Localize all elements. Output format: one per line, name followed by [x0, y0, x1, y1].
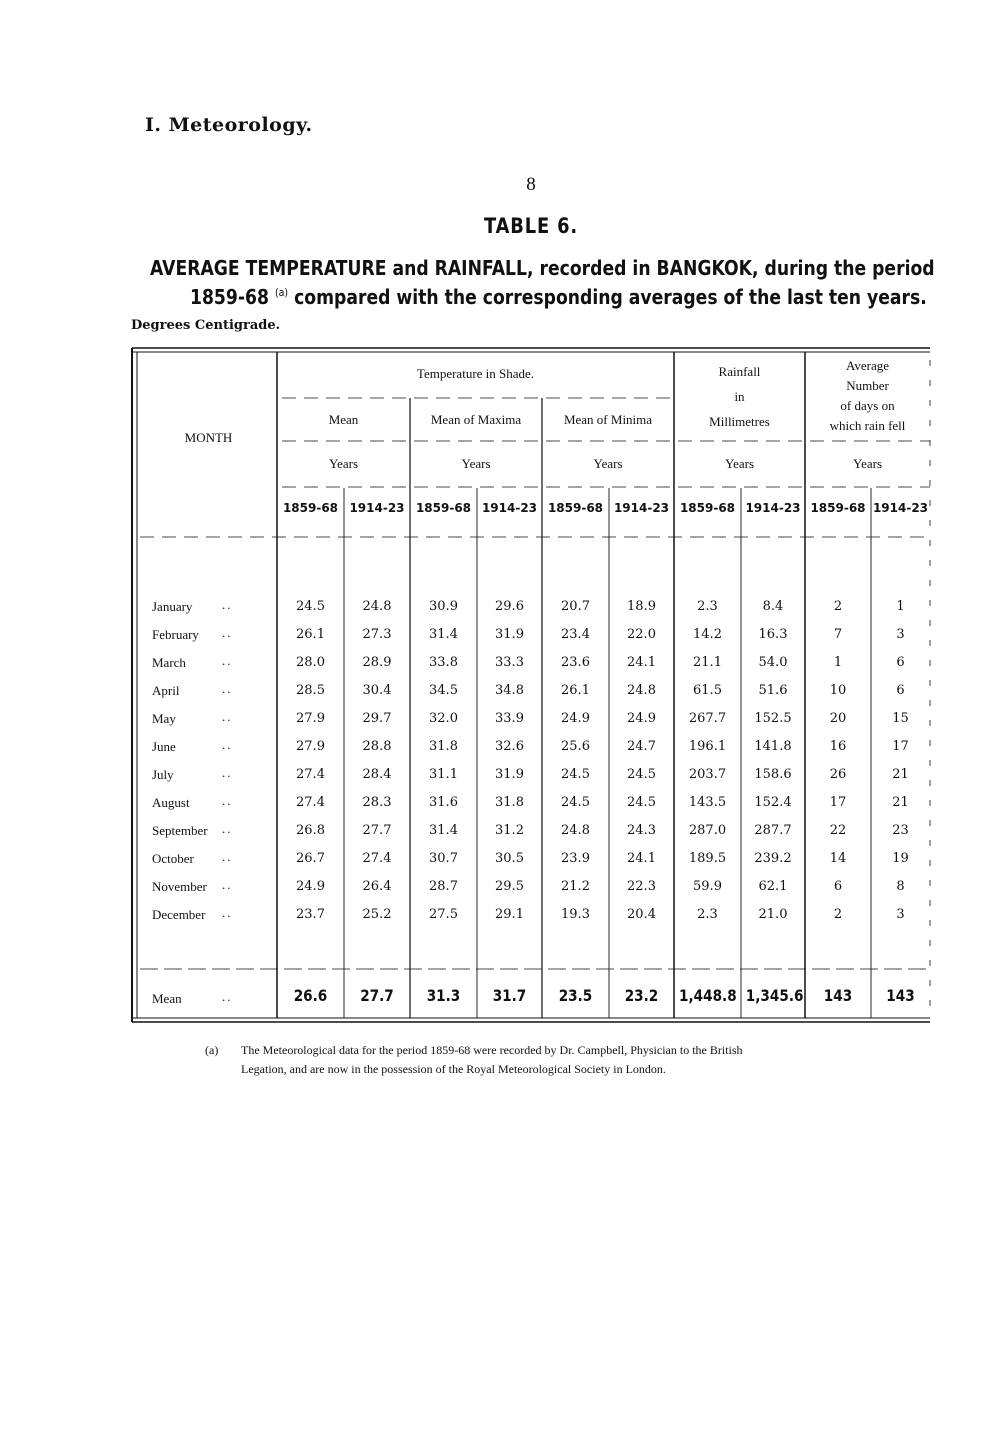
table-cell: 29.6 [495, 599, 524, 614]
table-cell: 17 [892, 739, 909, 754]
table-cell: 28.5 [296, 683, 325, 698]
years-header: Years [593, 456, 623, 471]
table-cell: 24.1 [627, 851, 656, 866]
table-cell: 24.5 [561, 795, 590, 810]
table-cell: 31.8 [429, 739, 458, 754]
years-header: Years [328, 456, 358, 471]
table-cell: 21.0 [758, 907, 788, 922]
table-cell: 287.0 [688, 823, 727, 838]
table-cell: 23.9 [561, 851, 590, 866]
table-cell: 26.8 [296, 823, 325, 838]
table-cell: 1 [896, 599, 905, 614]
table-cell: 15 [892, 711, 909, 726]
table-cell: 152.5 [754, 711, 792, 726]
table-cell: 24.9 [561, 711, 590, 726]
table-cell: 25.6 [561, 739, 590, 754]
month-label: January [152, 599, 193, 614]
table-cell: 51.6 [758, 683, 788, 698]
month-label: April [152, 683, 180, 698]
table-cell: 27.3 [362, 627, 392, 642]
year-header: 1859-68 [282, 501, 339, 515]
table-cell: 189.5 [688, 851, 727, 866]
table-cell: 23.7 [296, 907, 325, 922]
table-cell: 27.4 [362, 851, 392, 866]
table-cell: 28.9 [362, 655, 392, 670]
table-cell: 24.5 [627, 767, 656, 782]
footnote [205, 1041, 925, 1079]
table-number: TABLE 6. [483, 214, 579, 238]
table-cell: 26.7 [296, 851, 325, 866]
table-cell: 21.2 [561, 879, 590, 894]
month-label: February [152, 627, 199, 642]
table-cell: 34.8 [495, 683, 524, 698]
table-cell: 30.4 [362, 683, 392, 698]
table-cell: 22.0 [627, 627, 656, 642]
year-header: 1859-68 [547, 501, 604, 515]
mean-header: Mean [328, 412, 359, 427]
table-cell: 19 [892, 851, 909, 866]
table-cell: 6 [896, 683, 905, 698]
month-label: March [152, 655, 186, 670]
table-cell: 62.1 [758, 879, 788, 894]
dot-leader: .. [222, 597, 233, 612]
footnote-line1: The Meteorological data for the period 1859-68 were recorded by Dr. Campbell, Physician to the British [241, 1043, 743, 1057]
month-label: November [152, 879, 207, 894]
table-cell: 27.9 [296, 739, 325, 754]
mean-cell: 1,345.6 [745, 986, 804, 1005]
table-cell: 26 [829, 767, 847, 782]
table-cell: 24.9 [296, 879, 325, 894]
table-cell: 34.5 [429, 683, 458, 698]
table-cell: 21.1 [693, 655, 722, 670]
table-cell: 27.7 [362, 823, 392, 838]
mean-cell: 26.6 [293, 986, 328, 1005]
table-cell: 2.3 [697, 907, 718, 922]
table-cell: 24.1 [627, 655, 656, 670]
section-heading: I. Meteorology. [145, 114, 313, 136]
table-cell: 32.0 [429, 711, 458, 726]
month-label: August [152, 795, 190, 810]
table-cell: 31.1 [429, 767, 458, 782]
table-cell: 28.3 [362, 795, 392, 810]
table-cell: 14 [829, 851, 847, 866]
table-cell: 59.9 [693, 879, 722, 894]
mean-cell: 143 [823, 986, 853, 1005]
table-cell: 31.6 [429, 795, 458, 810]
table-cell: 20.4 [627, 907, 656, 922]
page-number: 8 [526, 174, 536, 195]
table-cell: 27.9 [296, 711, 325, 726]
table-cell: 14.2 [693, 627, 722, 642]
table-cell: 24.8 [561, 823, 590, 838]
month-label: May [152, 711, 176, 726]
title-period: 1859-68 [190, 285, 269, 309]
table-cell: 24.7 [627, 739, 656, 754]
table-cell: 31.8 [495, 795, 524, 810]
table-cell: 24.9 [627, 711, 656, 726]
table-cell: 20.7 [561, 599, 590, 614]
dot-leader: .. [222, 681, 233, 696]
table-cell: 6 [833, 879, 843, 894]
table-cell: 3 [896, 907, 905, 922]
table-cell: 19.3 [561, 907, 590, 922]
table-cell: 32.6 [495, 739, 524, 754]
years-header: Years [724, 456, 754, 471]
mean-row-label: Mean [152, 991, 182, 1006]
table-title-line1: AVERAGE TEMPERATURE and RAINFALL, recorded in BANGKOK, during the period [150, 256, 935, 280]
table-cell: 8 [896, 879, 905, 894]
table-cell: 287.7 [754, 823, 792, 838]
table-cell: 33.9 [495, 711, 524, 726]
table-cell: 203.7 [688, 767, 727, 782]
mean-cell: 31.7 [492, 986, 527, 1005]
table-cell: 17 [829, 795, 847, 810]
mean-maxima-header: Mean of Maxima [430, 412, 522, 427]
dot-leader: .. [222, 709, 233, 724]
table-cell: 152.4 [754, 795, 792, 810]
table-cell: 29.1 [495, 907, 524, 922]
mean-cell: 143 [886, 986, 915, 1005]
dot-leader: .. [222, 625, 233, 640]
table-cell: 24.8 [362, 599, 392, 614]
table-cell: 158.6 [754, 767, 792, 782]
table-cell: 7 [833, 627, 843, 642]
table-cell: 30.9 [429, 599, 458, 614]
year-header: 1914-23 [349, 501, 405, 515]
dot-leader: .. [222, 653, 233, 668]
table-cell: 2 [833, 907, 843, 922]
table-cell: 29.5 [495, 879, 524, 894]
table-cell: 16.3 [758, 627, 788, 642]
table-cell: 27.4 [296, 795, 325, 810]
temperature-group-header: Temperature in Shade. [416, 366, 535, 381]
table-cell: 21 [892, 795, 909, 810]
mean-cell: 23.2 [624, 986, 659, 1005]
year-header: 1914-23 [481, 501, 538, 515]
table-cell: 23.4 [561, 627, 590, 642]
table-cell: 31.2 [495, 823, 524, 838]
year-header: 1914-23 [872, 501, 929, 515]
dot-leader: .. [222, 877, 233, 892]
month-label: July [152, 767, 174, 782]
title-rest: compared with the corresponding averages of the last ten years. [294, 285, 927, 309]
table-cell: 26.4 [362, 879, 392, 894]
table-cell: 3 [896, 627, 905, 642]
table-cell: 27.5 [429, 907, 458, 922]
table-cell: 196.1 [688, 739, 727, 754]
table-cell: 26.1 [296, 627, 325, 642]
table-cell: 267.7 [688, 711, 727, 726]
mean-cell: 31.3 [426, 986, 461, 1005]
table-cell: 21 [892, 767, 909, 782]
month-label: October [152, 851, 194, 866]
days-header-line2: Number [846, 378, 889, 393]
year-header: 1859-68 [679, 501, 736, 515]
table-cell: 239.2 [754, 851, 792, 866]
dot-leader: .. [222, 849, 233, 864]
footnote-line2: Legation, and are now in the possession of the Royal Meteorological Society in London. [241, 1062, 666, 1076]
table-cell: 31.9 [495, 627, 524, 642]
table-cell: 143.5 [688, 795, 727, 810]
footnote-marker: (a) [205, 1043, 219, 1057]
days-header-line3: of days on [840, 398, 895, 413]
table-cell: 33.8 [429, 655, 458, 670]
mean-minima-header: Mean of Minima [563, 412, 653, 427]
dot-leader: .. [222, 793, 233, 808]
table-cell: 24.5 [561, 767, 590, 782]
year-header: 1859-68 [415, 501, 472, 515]
rainfall-header-line1: Rainfall [718, 364, 761, 379]
table-cell: 2.3 [697, 599, 718, 614]
table-cell: 61.5 [693, 683, 722, 698]
table-cell: 20 [829, 711, 847, 726]
dot-leader: .. [222, 821, 233, 836]
month-header: MONTH [184, 430, 233, 445]
month-label: September [152, 823, 208, 838]
table-cell: 22.3 [627, 879, 656, 894]
table-cell: 141.8 [754, 739, 792, 754]
table-cell: 28.4 [362, 767, 392, 782]
year-header: 1859-68 [810, 501, 866, 515]
dot-leader: .. [222, 737, 233, 752]
table-cell: 29.7 [362, 711, 392, 726]
table-cell: 23 [892, 823, 909, 838]
table-cell: 22 [829, 823, 847, 838]
dot-leader: .. [222, 905, 233, 920]
table-cell: 33.3 [495, 655, 524, 670]
table-cell: 54.0 [758, 655, 788, 670]
table-cell: 30.7 [429, 851, 458, 866]
year-header: 1914-23 [613, 501, 670, 515]
year-header: 1914-23 [745, 501, 801, 515]
table-cell: 25.2 [362, 907, 392, 922]
days-header-line1: Average [845, 358, 890, 373]
table-cell: 24.5 [627, 795, 656, 810]
mean-cell: 23.5 [558, 986, 593, 1005]
table-cell: 6 [896, 655, 905, 670]
footnote-mark: (a) [274, 286, 289, 299]
rainfall-header-line2: in [734, 389, 745, 404]
table-cell: 8.4 [762, 599, 784, 614]
table-cell: 31.4 [429, 823, 458, 838]
mean-cell: 1,448.8 [679, 986, 737, 1005]
mean-cell: 27.7 [360, 986, 394, 1005]
table-cell: 1 [833, 655, 843, 670]
table-cell: 28.0 [296, 655, 325, 670]
table-cell: 28.7 [429, 879, 458, 894]
rainfall-header-line3: Millimetres [709, 414, 770, 429]
table-cell: 24.8 [627, 683, 656, 698]
table-cell: 2 [833, 599, 843, 614]
units-label: Degrees Centigrade. [131, 318, 281, 333]
table-cell: 10 [829, 683, 847, 698]
table-cell: 24.5 [296, 599, 325, 614]
table-cell: 16 [829, 739, 847, 754]
years-header: Years [852, 456, 882, 471]
month-label: December [152, 907, 206, 922]
table-cell: 18.9 [627, 599, 656, 614]
days-header-line4: which rain fell [829, 418, 906, 433]
month-label: June [152, 739, 176, 754]
table-cell: 26.1 [561, 683, 590, 698]
table-cell: 23.6 [561, 655, 590, 670]
table-cell: 30.5 [495, 851, 524, 866]
table-cell: 27.4 [296, 767, 325, 782]
table-cell: 31.9 [495, 767, 524, 782]
table-cell: 28.8 [362, 739, 392, 754]
mean-row-leader: .. [222, 989, 233, 1004]
years-header: Years [461, 456, 491, 471]
table-cell: 31.4 [429, 627, 458, 642]
dot-leader: .. [222, 765, 233, 780]
table-cell: 24.3 [627, 823, 656, 838]
